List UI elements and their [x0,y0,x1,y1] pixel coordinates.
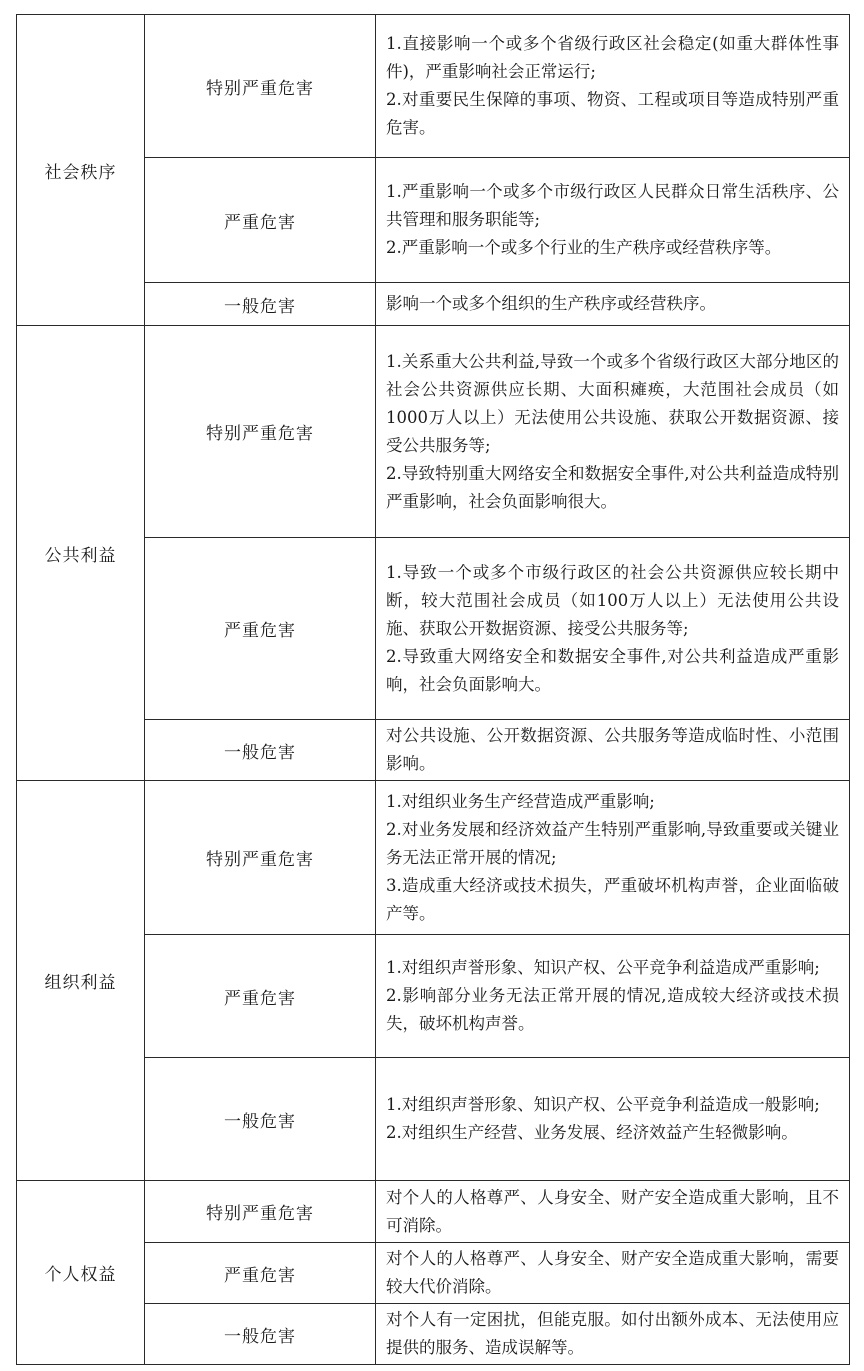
description-cell [376,781,850,935]
category-cell-personal-rights: 个人权益 [17,1181,145,1365]
description-cell [376,15,850,158]
description-cell [376,720,850,781]
level-cell-severe: 严重危害 [145,935,376,1058]
level-cell-severe-extreme: 特别严重危害 [145,15,376,158]
description-cell [376,1243,850,1304]
level-cell-severe: 严重危害 [145,538,376,720]
table-row [17,15,850,158]
category-cell-social-order: 社会秩序 [17,15,145,326]
description-cell [376,1058,850,1181]
table-row [17,781,850,935]
description-line: 2.对组织生产经营、业务发展、经济效益产生轻微影响。 [386,1123,798,1142]
description-cell [376,158,850,283]
category-cell-organization-interest: 组织利益 [17,781,145,1181]
level-cell-severe: 严重危害 [145,1243,376,1304]
table-row [17,1181,850,1243]
description-line: 1.对组织声誉形象、知识产权、公平竞争利益造成一般影响; [386,1095,820,1114]
harm-level-table [16,14,850,1365]
category-cell-public-interest: 公共利益 [17,326,145,781]
description-line: 1.直接影响一个或多个省级行政区社会稳定(如重大群体性事件)，严重影响社会正常运行; [386,34,839,81]
description-line: 对公共设施、公开数据资源、公共服务等造成临时性、小范围影响。 [386,726,839,773]
description-line: 对个人有一定困扰，但能克服。如付出额外成本、无法使用应提供的服务、造成误解等。 [386,1310,839,1357]
description-line: 1.导致一个或多个市级行政区的社会公共资源供应较长期中断，较大范围社会成员（如100万人以上）无法使用公共设施、获取公开数据资源、接受公共服务等; [386,562,839,638]
description-line: 1.关系重大公共利益,导致一个或多个省级行政区大部分地区的社会公共资源供应长期、大面积瘫痪，大范围社会成员（如1000万人以上）无法使用公共设施、获取公开数据资源、接受公共服务等; [386,351,839,455]
table-row [17,326,850,538]
level-cell-severe: 严重危害 [145,158,376,283]
description-cell [376,326,850,538]
description-cell [376,1304,850,1365]
description-line: 1.对组织业务生产经营造成严重影响; [386,791,655,811]
level-cell-general: 一般危害 [145,1058,376,1181]
level-cell-severe-extreme: 特别严重危害 [145,781,376,935]
level-cell-general: 一般危害 [145,720,376,781]
description-line: 1.严重影响一个或多个市级行政区人民群众日常生活秩序、公共管理和服务职能等; [386,182,839,229]
level-cell-general: 一般危害 [145,1304,376,1365]
description-line: 对个人的人格尊严、人身安全、财产安全造成重大影响，且不可消除。 [386,1187,839,1235]
description-line: 3.造成重大经济或技术损失，严重破坏机构声誉，企业面临破产等。 [386,875,839,923]
description-line: 2.导致重大网络安全和数据安全事件,对公共利益造成严重影响，社会负面影响大。 [386,646,839,694]
description-line: 影响一个或多个组织的生产秩序或经营秩序。 [386,294,716,313]
table-body [17,15,850,1365]
description-line: 2.严重影响一个或多个行业的生产秩序或经营秩序等。 [386,238,782,257]
description-line: 2.导致特别重大网络安全和数据安全事件,对公共利益造成特别严重影响，社会负面影响很大。 [386,463,839,511]
description-line: 2.对业务发展和经济效益产生特别严重影响,导致重要或关键业务无法正常开展的情况; [386,819,839,867]
description-cell [376,283,850,326]
description-cell [376,935,850,1058]
description-cell [376,1181,850,1243]
description-line: 对个人的人格尊严、人身安全、财产安全造成重大影响，需要较大代价消除。 [386,1249,839,1296]
level-cell-general: 一般危害 [145,283,376,326]
description-line: 1.对组织声誉形象、知识产权、公平竞争利益造成严重影响; [386,958,820,977]
description-line: 2.对重要民生保障的事项、物资、工程或项目等造成特别严重危害。 [386,90,839,137]
level-cell-severe-extreme: 特别严重危害 [145,326,376,538]
description-cell [376,538,850,720]
level-cell-severe-extreme: 特别严重危害 [145,1181,376,1243]
description-line: 2.影响部分业务无法正常开展的情况,造成较大经济或技术损失，破坏机构声誉。 [386,986,839,1033]
